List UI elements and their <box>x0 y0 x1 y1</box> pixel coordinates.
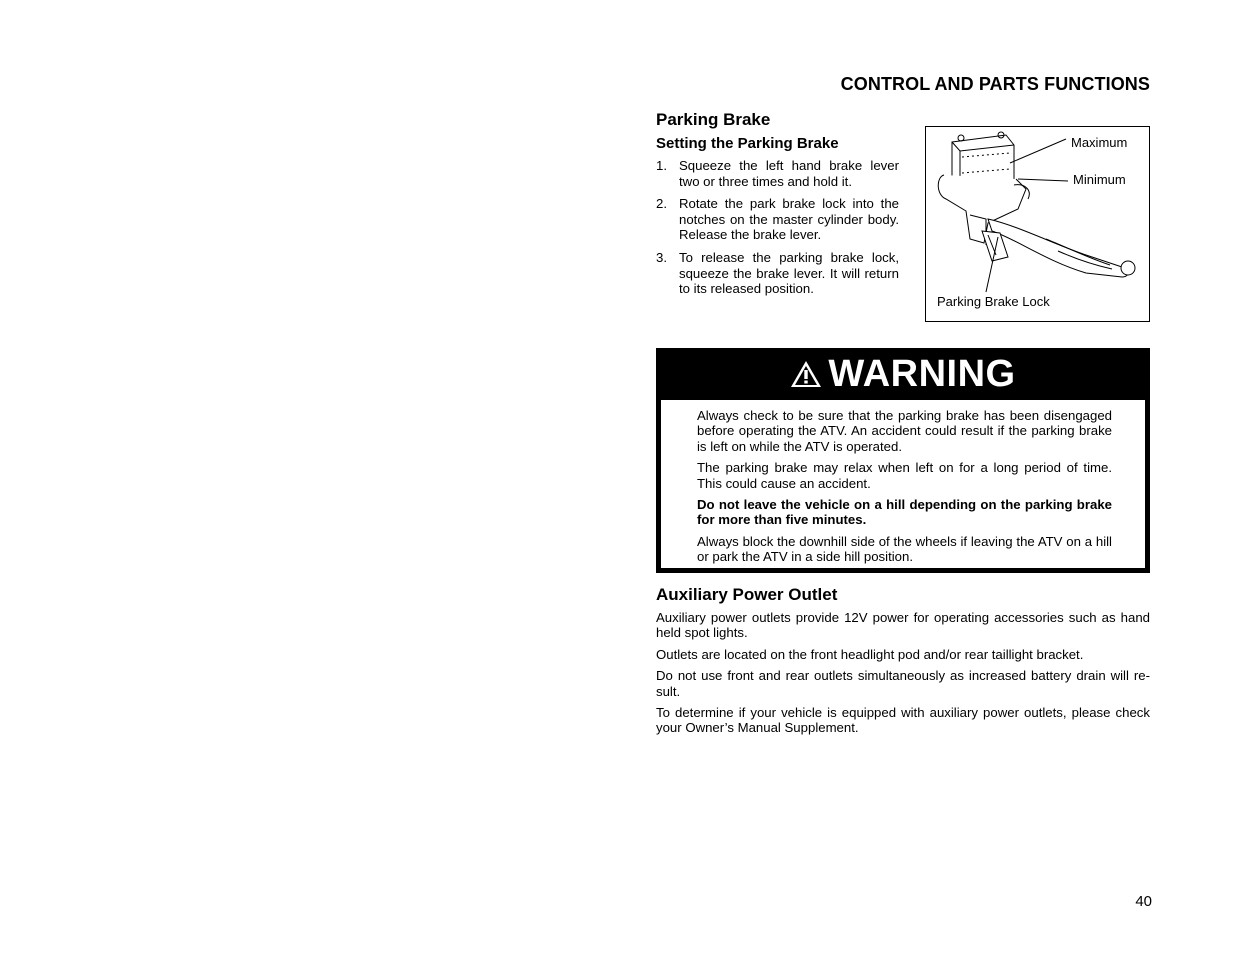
parking-brake-heading: Parking Brake <box>656 110 771 129</box>
label-parking-brake-lock: Parking Brake Lock <box>937 294 1050 309</box>
label-maximum: Maximum <box>1071 135 1128 150</box>
warning-paragraph: The parking brake may relax when left on for a long period of time. This could cause an accident. <box>697 460 1112 491</box>
warning-paragraph-bold: Do not leave the vehicle on a hill depending on the parking brake for more than five minutes. <box>697 497 1112 528</box>
aux-paragraph: Auxiliary power outlets provide 12V power for operating accessories such as hand held spot lights. <box>656 610 1150 641</box>
parking-brake-steps <box>656 158 899 304</box>
warning-paragraph: Always check to be sure that the parking brake has been disengaged before operating the ATV. An accident could result if the parking brake is left on while the ATV is operated. <box>697 408 1112 454</box>
brake-lever-figure <box>925 126 1150 322</box>
aux-power-body <box>656 610 1150 742</box>
brake-lever-illustration <box>926 127 1149 321</box>
warning-title-text: WARNING <box>828 352 1016 395</box>
step-text: Squeeze the left hand brake lever two or three times and hold it. <box>679 158 899 189</box>
step-number: 3. <box>656 249 667 265</box>
step-number: 2. <box>656 196 667 212</box>
step-item <box>656 158 899 189</box>
setting-parking-brake-heading: Setting the Parking Brake <box>656 135 839 152</box>
warning-body <box>661 400 1145 568</box>
warning-triangle-icon <box>790 360 822 388</box>
step-text: To release the parking brake lock, squeeze the brake lever. It will return to its released position. <box>679 249 899 297</box>
aux-paragraph: Outlets are located on the front headlight pod and/or rear taillight bracket. <box>656 646 1084 662</box>
aux-paragraph: Do not use front and rear outlets simultaneously as increased battery drain will re-sult. <box>656 668 1150 699</box>
label-minimum: Minimum <box>1073 172 1126 187</box>
step-item <box>656 250 899 297</box>
warning-paragraph: Always block the downhill side of the wheels if leaving the ATV on a hill or park the ATV in a side hill position. <box>697 533 1112 565</box>
step-item <box>656 196 899 243</box>
aux-paragraph: To determine if your vehicle is equipped with auxiliary power outlets, please check your Owner’s Manual Supplement. <box>656 705 1150 736</box>
aux-power-heading: Auxiliary Power Outlet <box>656 585 838 604</box>
step-text: Rotate the park brake lock into the notches on the master cylinder body. Release the brake lever. <box>679 196 899 243</box>
page-number: 40 <box>1135 893 1152 910</box>
warning-box <box>656 348 1150 573</box>
step-number: 1. <box>656 158 667 173</box>
warning-title <box>656 348 1150 400</box>
section-header: CONTROL AND PARTS FUNCTIONS <box>840 74 1150 94</box>
